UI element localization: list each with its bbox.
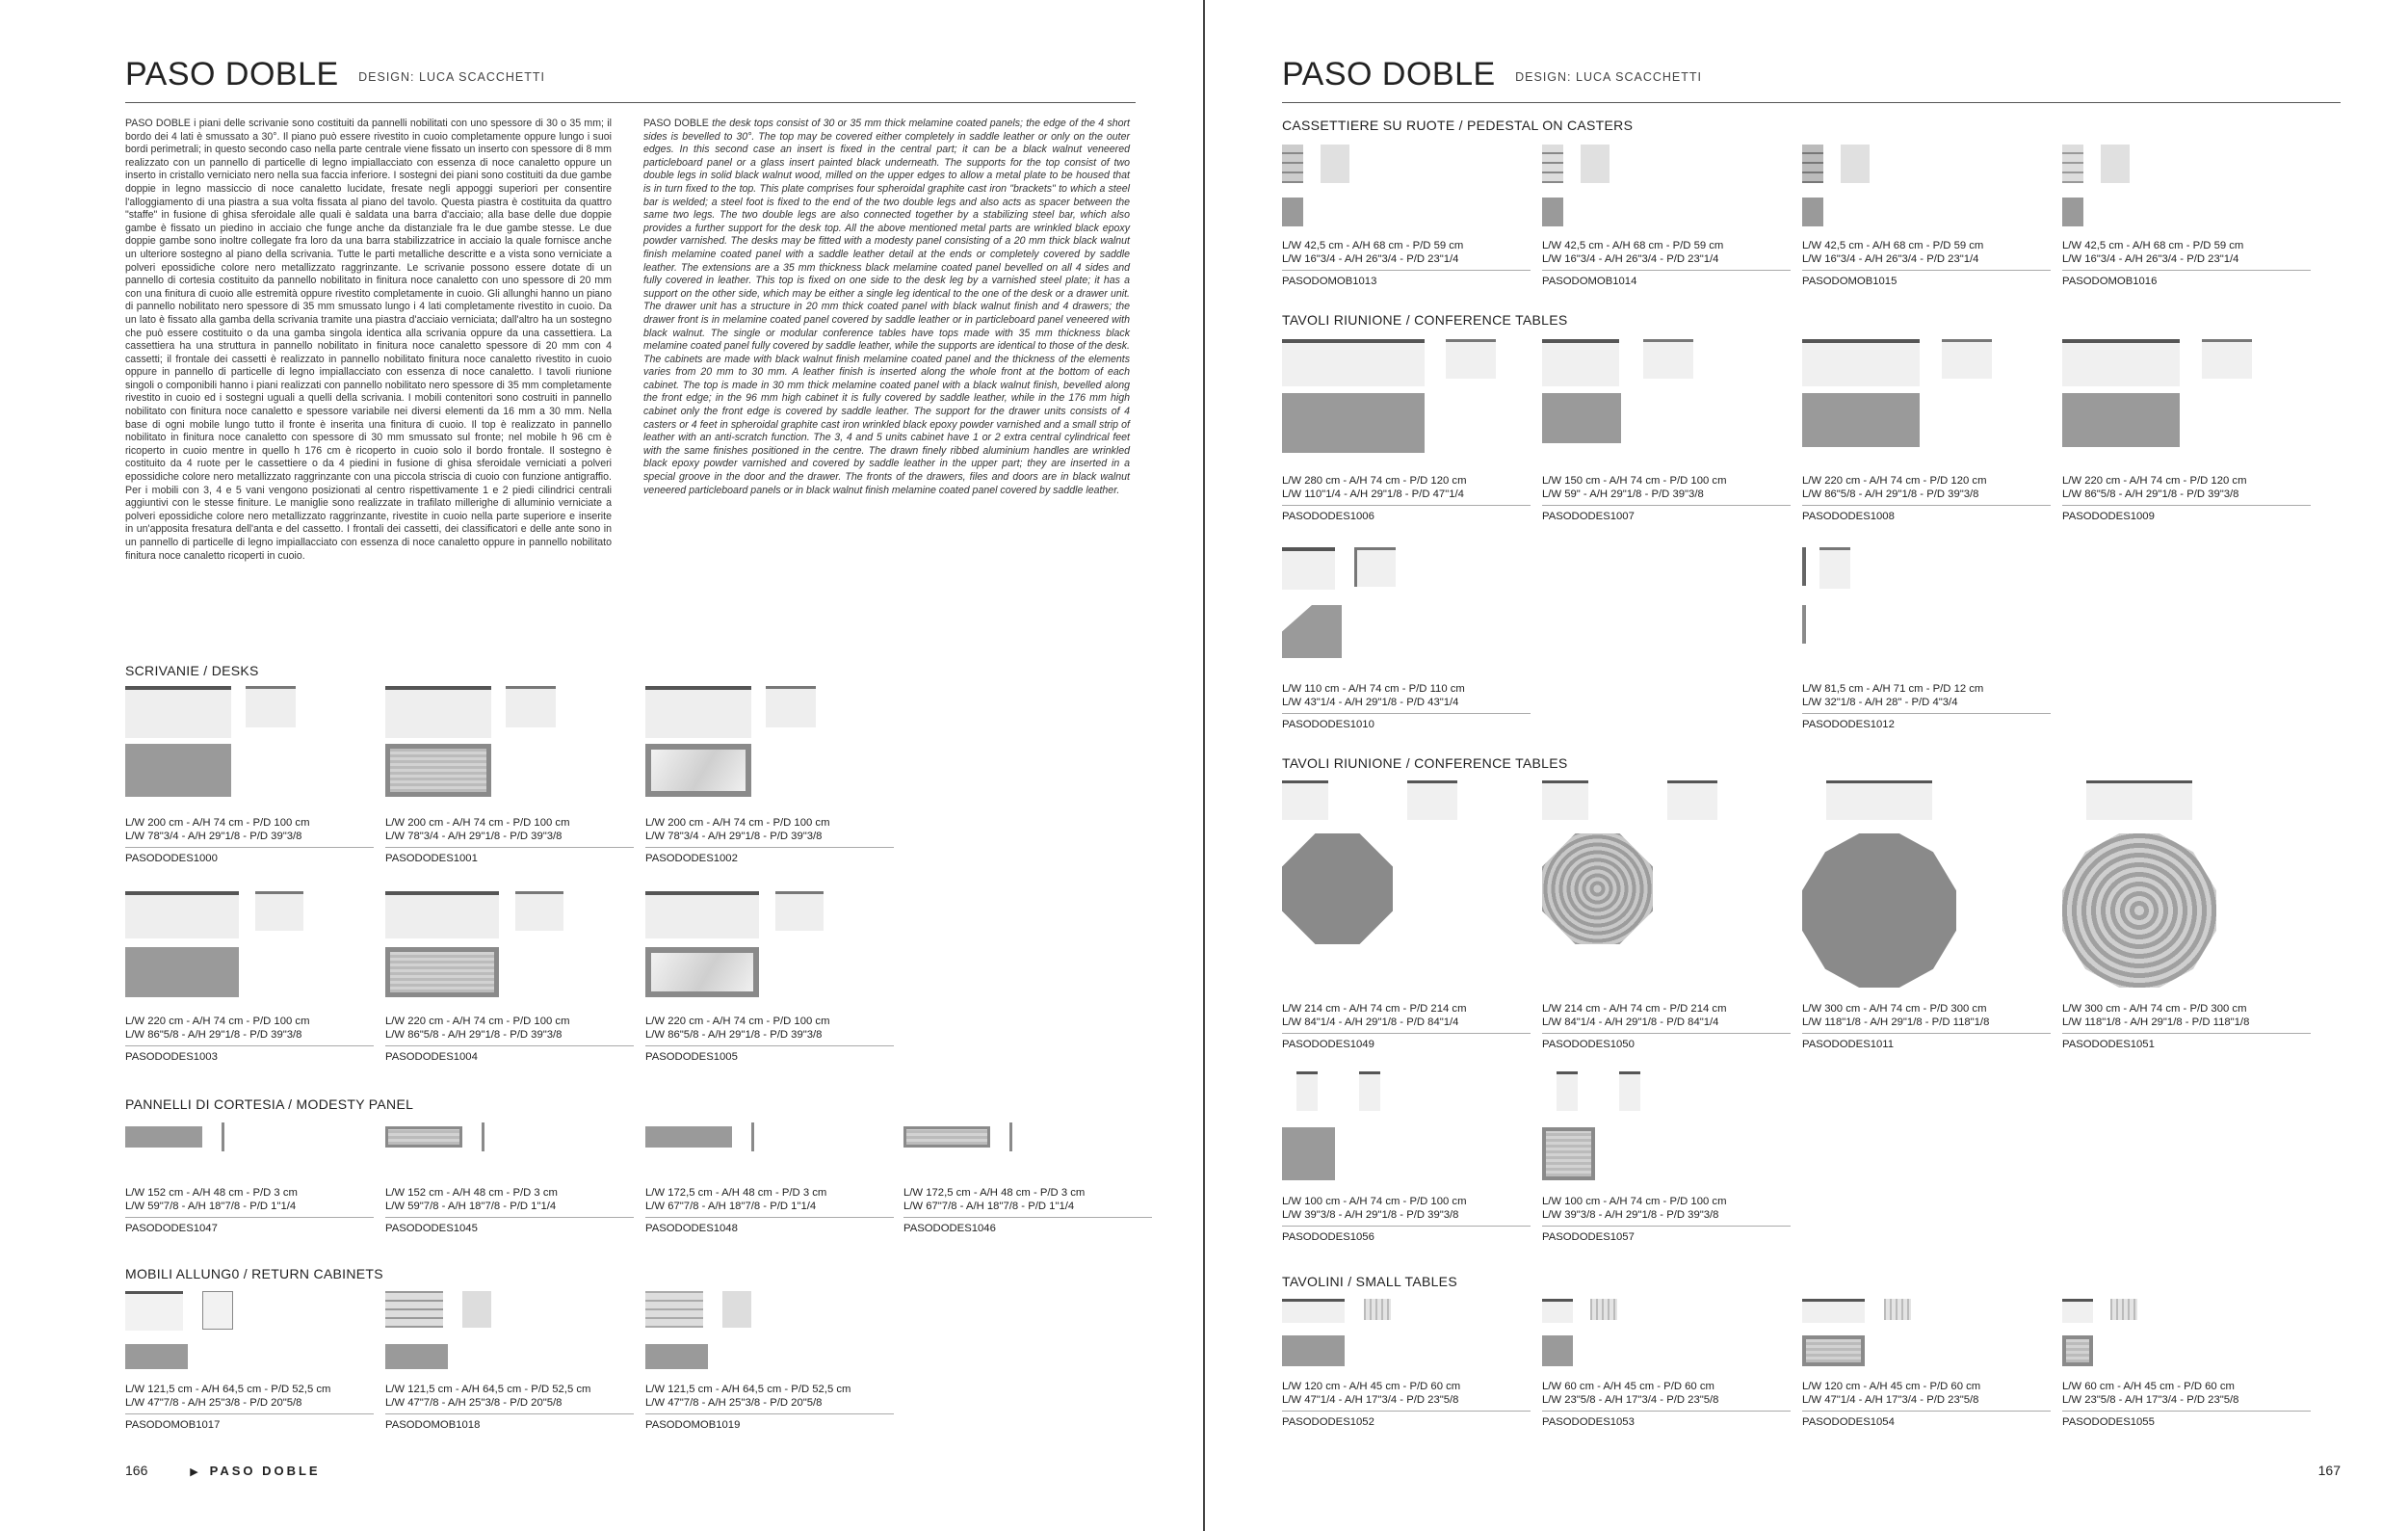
desk-side-drawing [645,686,751,738]
table-side-drawing [2062,1299,2093,1323]
connector-side-drawing [1802,547,1806,586]
intro-italian: PASO DOBLE i piani delle scrivanie sono costituiti da pannelli nobilitati con uno spessore di 30 o 35 mm; il bordo dei 4 lati è smussato a 30°. Il piano può essere rivestito in cuoio completamente oppure lungo i suoi bordi perimetrali; in questo secondo caso nella parte centrale viene fissato un inserto con spessore di 8 mm realizzato con un pannello di particelle di legno impiallacciato con essenza di noce canaletto oppure un inserto in cristallo verniciato nero nella sua faccia inferiore. I sostegni dei piani sono costituiti da due gambe doppie in legno massiccio di noce canaletto lucidate, fresate negli appoggi superiori per consentire l'alloggiamento di una piastra a sua volta fissata al piano del tavolo. Questa piastra è costituita da quattro "staffe" in fusione di ghisa sferoidale alle quali è saldata una barra d'acciaio; alla base delle due doppie gambe è fissato un piedino in acciaio che funge anche da distanziale fra le due gambe stesse. Le due doppie gambe sono inoltre collegate fra loro da una barra stabilizzatrice in acciaio la quale fornisce anche un ulteriore sostegno al piano della scrivania. Tutte le parti metalliche descritte e a vista sono verniciate a polveri epossidiche colore nero metallizzato raggrinzante. Le scrivanie possono essere dotate di un pannello di cortesia costituito da pannello nobilitato in finitura noce canaletto con uno spessore di 20 mm con una finitura di cuoio alle estremità oppure rivestito completamente in cuoio. Gli allunghi hanno un piano di pannello nobilitato nero spessore di 35 mm smussato lungo i 4 lati completamente rivestito in cuoio. Da un lato è fissato alla gamba della scrivania tramite una piastra d'acciaio verniciata; dall'altro ha un sostegno che può essere costituito o da una gamba singola identica alla scrivania oppure da una cassettiera. La cassettiera ha una struttura in pannello nobilitato in finitura noce canaletto spessore di 20 mm con 4 cassetti; il frontale dei cassetti è realizzato in pannello nobilitato finitura noce canaletto rivestito in cuoio oppure in pannello di particelle di legno impiallacciato con essenza di noce canaletto. I tavoli riunione singoli o componibili hanno i piani realizzati con pannello nobilitato nero spessore di 35 mm completamente rivestito in cuoio ed i sostegni uguali a quelli della scrivania. I mobili contenitori sono costruiti in pannello nobilitato con finitura noce canaletto e spessore variabile nei diversi elementi da 16 mm a 30 mm. Nella base di ogni mobile lungo tutto il fronte è inserita una finitura di cuoio. Il top è realizzato in pannello nobilitato in finitura noce canaletto con spessore di 30 mm smussato sul fronte; nel mobile h 96 cm è ricoperto in cuoio mentre in quello h 176 cm è ricoperto in cuoio solo il bordo frontale. Il sostegno è costituito da 4 ruote per le cassettiere o da 4 piedini in fusione di ghisa sferoidale verniciati a polveri epossidiche colore nero metallizzato raggrinzante con una piccola striscia di cuoio con funzione antigraffio. Per i mobili con 3, 4 e 5 vani vengono posizionati al centro rispettivamente 1 e 2 piedi cilindrici centrali aggiuntivi con le stesse finiture. Le maniglie sono realizzate in trafilato millerighe di alluminio verniciate a polveri epossidiche colore nero metallizzato raggrinzante, rivestite in cuoio nella parte superiore e inserite in un'apposita fresatura dell'anta e del cassetto. I frontali dei cassetti, dei classificatori e delle ante sono in un pannello di particelle di legno impiallacciato con essenza di noce canaletto oppure in pannello nobilitato finitura noce canaletto ricoperti in cuoio. [125,118,612,562]
panel-side-view [1009,1122,1012,1151]
table-top-view [1282,393,1425,453]
desk-side-drawing [385,891,499,938]
divider [1802,505,2051,506]
table-top-view [2062,1335,2093,1366]
spec-metric: L/W 60 cm - A/H 45 cm - P/D 60 cm [1542,1381,1714,1392]
product-code: PASODODES1010 [1282,719,1374,730]
spec-imperial: L/W 84"1/4 - A/H 29"1/8 - P/D 84"1/4 [1542,1016,1719,1028]
desk-top-view [385,947,499,997]
desk-top-view [645,947,759,997]
corner-top-view [1282,605,1342,658]
cabinet-top-view [385,1344,448,1369]
desk-side-drawing [645,891,759,938]
product-code: PASODODES1049 [1282,1039,1374,1050]
divider [2062,505,2311,506]
divider [125,1413,374,1414]
spec-imperial: L/W 78"3/4 - A/H 29"1/8 - P/D 39"3/8 [385,831,563,842]
spec-metric: L/W 121,5 cm - A/H 64,5 cm - P/D 52,5 cm [385,1384,591,1395]
panel-side-view [482,1122,484,1151]
panel-side-view [751,1122,754,1151]
table-front-drawing [2202,339,2252,379]
spec-metric: L/W 120 cm - A/H 45 cm - P/D 60 cm [1802,1381,1981,1392]
panel-front-view [645,1126,732,1148]
spec-metric: L/W 200 cm - A/H 74 cm - P/D 100 cm [645,817,830,829]
product-code: PASODODES1056 [1282,1231,1374,1243]
product-code: PASODODES1055 [2062,1416,2155,1428]
spec-metric: L/W 220 cm - A/H 74 cm - P/D 100 cm [645,1016,830,1027]
section-pedestal-heading: CASSETTIERE SU RUOTE / PEDESTAL ON CASTERS [1282,118,1634,133]
table-side-drawing [1542,339,1619,386]
divider [1802,1033,2051,1034]
dodecagonal-table-top-view [2062,833,2216,988]
product-code: PASODOMOB1017 [125,1419,221,1431]
product-code: PASODODES1007 [1542,511,1635,522]
pedestal-side-drawing [1321,145,1349,183]
divider [125,1045,374,1046]
table-side-drawing [1802,1299,1865,1323]
spec-imperial: L/W 84"1/4 - A/H 29"1/8 - P/D 84"1/4 [1282,1016,1459,1028]
spec-imperial: L/W 59" - A/H 29"1/8 - P/D 39"3/8 [1542,488,1704,500]
product-code: PASODODES1001 [385,853,478,864]
spec-imperial: L/W 59"7/8 - A/H 18"7/8 - P/D 1"1/4 [125,1201,297,1212]
pedestal-front-drawing [1542,145,1563,183]
pedestal-top-view [1282,198,1303,226]
pedestal-side-drawing [1581,145,1610,183]
cabinet-side-drawing [385,1291,443,1328]
spec-metric: L/W 172,5 cm - A/H 48 cm - P/D 3 cm [903,1187,1086,1199]
pedestal-top-view [1542,198,1563,226]
spec-metric: L/W 300 cm - A/H 74 cm - P/D 300 cm [1802,1003,1987,1015]
product-code: PASODODES1011 [1802,1039,1895,1050]
spec-imperial: L/W 86"5/8 - A/H 29"1/8 - P/D 39"3/8 [125,1029,302,1041]
spec-metric: L/W 42,5 cm - A/H 68 cm - P/D 59 cm [2062,240,2244,251]
product-code: PASODODES1000 [125,853,218,864]
cabinet-side-drawing [125,1291,183,1331]
product-code: PASODODES1006 [1282,511,1374,522]
divider [1802,713,2051,714]
divider [1542,1226,1791,1227]
table-side-drawing [2062,339,2180,386]
spec-metric: L/W 150 cm - A/H 74 cm - P/D 100 cm [1542,475,1727,487]
spec-metric: L/W 120 cm - A/H 45 cm - P/D 60 cm [1282,1381,1461,1392]
divider [385,1045,634,1046]
product-code: PASODODES1045 [385,1223,478,1234]
connector-front-drawing [1819,547,1850,589]
designer-credit: DESIGN: LUCA SCACCHETTI [358,70,545,84]
product-code: PASODODES1005 [645,1051,738,1063]
spec-imperial: L/W 16"3/4 - A/H 26"3/4 - P/D 23"1/4 [1542,253,1719,265]
spec-imperial: L/W 43"1/4 - A/H 29"1/8 - P/D 43"1/4 [1282,697,1459,708]
spec-metric: L/W 81,5 cm - A/H 71 cm - P/D 12 cm [1802,683,1984,695]
product-code: PASODODES1009 [2062,511,2155,522]
table-top-view [1802,393,1920,447]
desk-front-drawing [775,891,824,931]
cabinet-front-drawing [202,1291,233,1330]
spec-imperial: L/W 78"3/4 - A/H 29"1/8 - P/D 39"3/8 [645,831,823,842]
section-desks-heading: SCRIVANIE / DESKS [125,663,259,678]
spec-metric: L/W 214 cm - A/H 74 cm - P/D 214 cm [1542,1003,1727,1015]
octagonal-table-top-view [1282,833,1393,944]
panel-side-view [222,1122,224,1151]
product-code: PASODODES1052 [1282,1416,1374,1428]
spec-imperial: L/W 16"3/4 - A/H 26"3/4 - P/D 23"1/4 [1802,253,1979,265]
desk-top-view [125,744,231,797]
spec-metric: L/W 121,5 cm - A/H 64,5 cm - P/D 52,5 cm [645,1384,851,1395]
divider [1542,1033,1791,1034]
pedestal-front-drawing [1282,145,1303,183]
spec-imperial: L/W 47"7/8 - A/H 25"3/8 - P/D 20"5/8 [125,1397,302,1409]
spec-metric: L/W 110 cm - A/H 74 cm - P/D 110 cm [1282,683,1465,695]
divider [1542,270,1791,271]
product-code: PASODODES1047 [125,1223,218,1234]
product-code: PASODODES1048 [645,1223,738,1234]
table-side-drawing [1282,780,1328,820]
divider [1282,713,1531,714]
table-front-drawing [1619,1071,1640,1111]
spec-imperial: L/W 47"7/8 - A/H 25"3/8 - P/D 20"5/8 [645,1397,823,1409]
page-header-left [125,56,1136,103]
divider [1282,270,1531,271]
spec-metric: L/W 300 cm - A/H 74 cm - P/D 300 cm [2062,1003,2247,1015]
right-page [1205,0,2408,1531]
spec-imperial: L/W 110"1/4 - A/H 29"1/8 - P/D 47"1/4 [1282,488,1464,500]
spec-metric: L/W 200 cm - A/H 74 cm - P/D 100 cm [125,817,310,829]
spec-imperial: L/W 39"3/8 - A/H 29"1/8 - P/D 39"3/8 [1542,1209,1719,1221]
table-side-drawing [1282,1299,1345,1323]
page-footer-left [125,1463,321,1478]
section-small-tables-heading: TAVOLINI / SMALL TABLES [1282,1274,1457,1289]
table-front-drawing [1359,1071,1380,1111]
spec-imperial: L/W 47"1/4 - A/H 17"3/4 - P/D 23"5/8 [1802,1394,1979,1406]
spec-metric: L/W 152 cm - A/H 48 cm - P/D 3 cm [385,1187,558,1199]
divider [385,847,634,848]
desk-top-view [645,744,751,797]
product-code: PASODOMOB1019 [645,1419,741,1431]
spec-imperial: L/W 23"5/8 - A/H 17"3/4 - P/D 23"5/8 [1542,1394,1719,1406]
divider [1282,1226,1531,1227]
table-front-drawing [1942,339,1992,379]
pedestal-front-drawing [2062,145,2083,183]
pedestal-front-drawing [1802,145,1823,183]
spec-metric: L/W 60 cm - A/H 45 cm - P/D 60 cm [2062,1381,2235,1392]
product-code: PASODODES1054 [1802,1416,1895,1428]
divider [645,1045,894,1046]
intro-english-body: the desk tops consist of 30 or 35 mm thick melamine coated panels; the edge of the 4 short sides is bevelled to 30°. The top may be covered either completely in saddle leather or only on the outer edges. In this second case an insert is fixed in the central part; it can be a black walnut veneered particleboard panel or a glass insert painted black underneath. The supports for the top consist of two double legs in solid black walnut wood, milled on the upper edges to allow a metal plate to be housed that is in turn fixed to the top. This plate comprises four spheroidal graphite cast iron "brackets" to which a steel bar is welded; a steel foot is fixed to the end of the two double legs and also acts as spacer between the same two legs. The two double legs are also connected together by a stabilizing steel bar, which also provides a further support for the desk top. All the above mentioned metal parts are wrinkled black epoxy powder varnished. The desks may be fitted with a modesty panel consisting of a 20 mm thick black walnut finish melamine coated panel with a saddle leather detail at the ends or completely covered by saddle leather. The extensions are a 35 mm thickness black melamine coated panel bevelled on all 4 sides and fully covered in leather. This top is fixed on one side to the desk leg by a varnished steel plate; it has a support on the other side, which may be either a single leg identical to the one of the desk or a drawer unit. The drawer unit has a structure in 20 mm thick coated panel with black walnut finish and 4 drawers; the drawer front is in melamine coated panel covered by saddle leather or in particleboard panel veneered with black walnut. The single or modular conference tables have tops made with 35 mm thickness black melamine coated panel fully covered by saddle leather, while the supports are identical to those of the desk. The cabinets are made with black walnut finish melamine coated panel and the thickness of the elements varies from 20 mm to 30 mm. A leather finish is inserted along the whole front at the bottom of each cabinet. The top is made in 30 mm thick melamine coated panel with a black walnut finish, bevelled along the front edge; in the 96 mm high cabinet it is fully covered by saddle leather, while in the 176 mm high cabinet only the front edge is covered by saddle leather. The support for the drawer units consists of 4 casters or 4 feet in spheroidal graphite cast iron wrinkled black epoxy powder varnished and a small strip of leather with an anti-scratch function. The 3, 4 and 5 units cabinet have 1 or 2 extra central cylindrical feet with the same finishes positioned in the centre. The drawn finely ribbed aluminium handles are wrinkled black epoxy powder varnished and covered by saddle leather in the upper part; they are inserted in a special groove in the door and the drawer. The fronts of the drawers, files and doors are in black walnut veneered particleboard panels or in black walnut finish melamine coated panel covered by saddle leather. [643,118,1131,496]
product-code: PASODODES1046 [903,1223,996,1234]
product-code: PASODODES1008 [1802,511,1895,522]
table-front-drawing [1590,1299,1617,1320]
page-title: PASO DOBLE [1282,56,1496,92]
square-table-top-view [1542,1127,1595,1180]
cabinet-top-view [125,1344,188,1369]
divider [645,1413,894,1414]
section-conference-heading-2: TAVOLI RIUNIONE / CONFERENCE TABLES [1282,755,1568,771]
page-number: 166 [125,1463,148,1478]
divider [1802,1411,2051,1412]
spec-imperial: L/W 118"1/8 - A/H 29"1/8 - P/D 118"1/8 [2062,1016,2250,1028]
table-side-drawing [1557,1071,1578,1111]
pedestal-side-drawing [1841,145,1870,183]
divider [2062,270,2311,271]
table-side-drawing [1282,339,1425,386]
table-front-drawing [2110,1299,2137,1320]
desk-side-drawing [125,686,231,738]
divider [645,1217,894,1218]
table-side-drawing [2086,780,2192,820]
designer-credit: DESIGN: LUCA SCACCHETTI [1515,70,1702,84]
triangle-right-icon: ▶ [190,1466,198,1478]
cabinet-front-drawing [722,1291,751,1328]
spec-imperial: L/W 86"5/8 - A/H 29"1/8 - P/D 39"3/8 [385,1029,563,1041]
page-title: PASO DOBLE [125,56,339,92]
divider [1802,270,2051,271]
divider [1282,505,1531,506]
divider [903,1217,1152,1218]
spec-metric: L/W 214 cm - A/H 74 cm - P/D 214 cm [1282,1003,1467,1015]
spec-metric: L/W 42,5 cm - A/H 68 cm - P/D 59 cm [1802,240,1984,251]
divider [2062,1033,2311,1034]
product-code: PASODODES1053 [1542,1416,1635,1428]
spec-imperial: L/W 86"5/8 - A/H 29"1/8 - P/D 39"3/8 [1802,488,1979,500]
spec-imperial: L/W 32"1/8 - A/H 28" - P/D 4"3/4 [1802,697,1958,708]
panel-front-view [125,1126,202,1148]
spec-metric: L/W 220 cm - A/H 74 cm - P/D 120 cm [2062,475,2247,487]
table-side-drawing [1802,339,1920,386]
spec-metric: L/W 100 cm - A/H 74 cm - P/D 100 cm [1542,1196,1727,1207]
octagonal-table-top-view [1542,833,1653,944]
spec-metric: L/W 152 cm - A/H 48 cm - P/D 3 cm [125,1187,298,1199]
product-code: PASODODES1002 [645,853,738,864]
product-code: PASODOMOB1018 [385,1419,481,1431]
left-page [0,0,1203,1531]
table-front-drawing [1643,339,1693,379]
pedestal-side-drawing [2101,145,2130,183]
product-code: PASODODES1051 [2062,1039,2155,1050]
corner-front-drawing [1354,547,1396,587]
footer-collection-name: PASO DOBLE [209,1464,321,1478]
spec-imperial: L/W 118"1/8 - A/H 29"1/8 - P/D 118"1/8 [1802,1016,1990,1028]
spec-metric: L/W 200 cm - A/H 74 cm - P/D 100 cm [385,817,570,829]
desk-top-view [385,744,491,797]
divider [2062,1411,2311,1412]
spec-metric: L/W 220 cm - A/H 74 cm - P/D 100 cm [125,1016,310,1027]
desk-side-drawing [385,686,491,738]
dodecagonal-table-top-view [1802,833,1956,988]
table-side-drawing [1542,1299,1573,1323]
spec-imperial: L/W 78"3/4 - A/H 29"1/8 - P/D 39"3/8 [125,831,302,842]
page-number: 167 [2317,1463,2341,1478]
section-conference-heading-1: TAVOLI RIUNIONE / CONFERENCE TABLES [1282,312,1568,328]
cabinet-top-view [645,1344,708,1369]
section-return-heading: MOBILI ALLUNG0 / RETURN CABINETS [125,1266,383,1281]
spec-imperial: L/W 23"5/8 - A/H 17"3/4 - P/D 23"5/8 [2062,1394,2239,1406]
table-front-drawing [1667,780,1717,820]
product-code: PASODODES1012 [1802,719,1895,730]
divider [1542,1411,1791,1412]
pedestal-top-view [2062,198,2083,226]
spec-imperial: L/W 67"7/8 - A/H 18"7/8 - P/D 1"1/4 [903,1201,1075,1212]
spec-metric: L/W 121,5 cm - A/H 64,5 cm - P/D 52,5 cm [125,1384,331,1395]
divider [385,1217,634,1218]
intro-english-lead: PASO DOBLE [643,118,709,129]
section-modesty-heading: PANNELLI DI CORTESIA / MODESTY PANEL [125,1096,414,1112]
cabinet-front-drawing [462,1291,491,1328]
product-code: PASODODES1057 [1542,1231,1635,1243]
desk-front-drawing [506,686,556,727]
desk-front-drawing [515,891,563,931]
desk-side-drawing [125,891,239,938]
spec-imperial: L/W 67"7/8 - A/H 18"7/8 - P/D 1"1/4 [645,1201,817,1212]
table-front-drawing [1446,339,1496,379]
table-top-view [2062,393,2180,447]
spec-imperial: L/W 86"5/8 - A/H 29"1/8 - P/D 39"3/8 [645,1029,823,1041]
product-code: PASODOMOB1014 [1542,276,1637,287]
panel-front-view [385,1126,462,1148]
spec-imperial: L/W 47"7/8 - A/H 25"3/8 - P/D 20"5/8 [385,1397,563,1409]
pedestal-top-view [1802,198,1823,226]
spec-imperial: L/W 86"5/8 - A/H 29"1/8 - P/D 39"3/8 [2062,488,2239,500]
table-side-drawing [1296,1071,1318,1111]
desk-front-drawing [255,891,303,931]
intro-english [643,118,1130,497]
spec-imperial: L/W 59"7/8 - A/H 18"7/8 - P/D 1"1/4 [385,1201,557,1212]
table-top-view [1282,1335,1345,1366]
table-side-drawing [1542,780,1588,820]
divider [1542,505,1791,506]
desk-front-drawing [246,686,296,727]
product-code: PASODODES1050 [1542,1039,1635,1050]
desk-top-view [125,947,239,997]
product-code: PASODODES1004 [385,1051,478,1063]
spec-metric: L/W 100 cm - A/H 74 cm - P/D 100 cm [1282,1196,1467,1207]
panel-front-view [903,1126,990,1148]
spec-metric: L/W 172,5 cm - A/H 48 cm - P/D 3 cm [645,1187,827,1199]
spec-metric: L/W 42,5 cm - A/H 68 cm - P/D 59 cm [1542,240,1724,251]
spec-metric: L/W 220 cm - A/H 74 cm - P/D 120 cm [1802,475,1987,487]
spec-metric: L/W 220 cm - A/H 74 cm - P/D 100 cm [385,1016,570,1027]
spec-imperial: L/W 16"3/4 - A/H 26"3/4 - P/D 23"1/4 [2062,253,2239,265]
table-front-drawing [1407,780,1457,820]
product-code: PASODOMOB1016 [2062,276,2158,287]
table-front-drawing [1884,1299,1911,1320]
table-top-view [1802,1335,1865,1366]
product-code: PASODOMOB1013 [1282,276,1377,287]
spec-metric: L/W 280 cm - A/H 74 cm - P/D 120 cm [1282,475,1467,487]
product-code: PASODOMOB1015 [1802,276,1898,287]
page-header-right [1282,56,2341,103]
table-side-drawing [1826,780,1932,820]
divider [1282,1411,1531,1412]
cabinet-side-drawing [645,1291,703,1328]
divider [125,1217,374,1218]
desk-front-drawing [766,686,816,727]
spec-imperial: L/W 47"1/4 - A/H 17"3/4 - P/D 23"5/8 [1282,1394,1459,1406]
divider [385,1413,634,1414]
divider [1282,1033,1531,1034]
table-top-view [1542,1335,1573,1366]
corner-side-drawing [1282,547,1335,590]
divider [125,847,374,848]
table-front-drawing [1364,1299,1391,1320]
connector-top-view [1802,605,1806,644]
product-code: PASODODES1003 [125,1051,218,1063]
spec-imperial: L/W 39"3/8 - A/H 29"1/8 - P/D 39"3/8 [1282,1209,1459,1221]
divider [645,847,894,848]
table-top-view [1542,393,1621,443]
square-table-top-view [1282,1127,1335,1180]
spec-imperial: L/W 16"3/4 - A/H 26"3/4 - P/D 23"1/4 [1282,253,1459,265]
spec-metric: L/W 42,5 cm - A/H 68 cm - P/D 59 cm [1282,240,1464,251]
